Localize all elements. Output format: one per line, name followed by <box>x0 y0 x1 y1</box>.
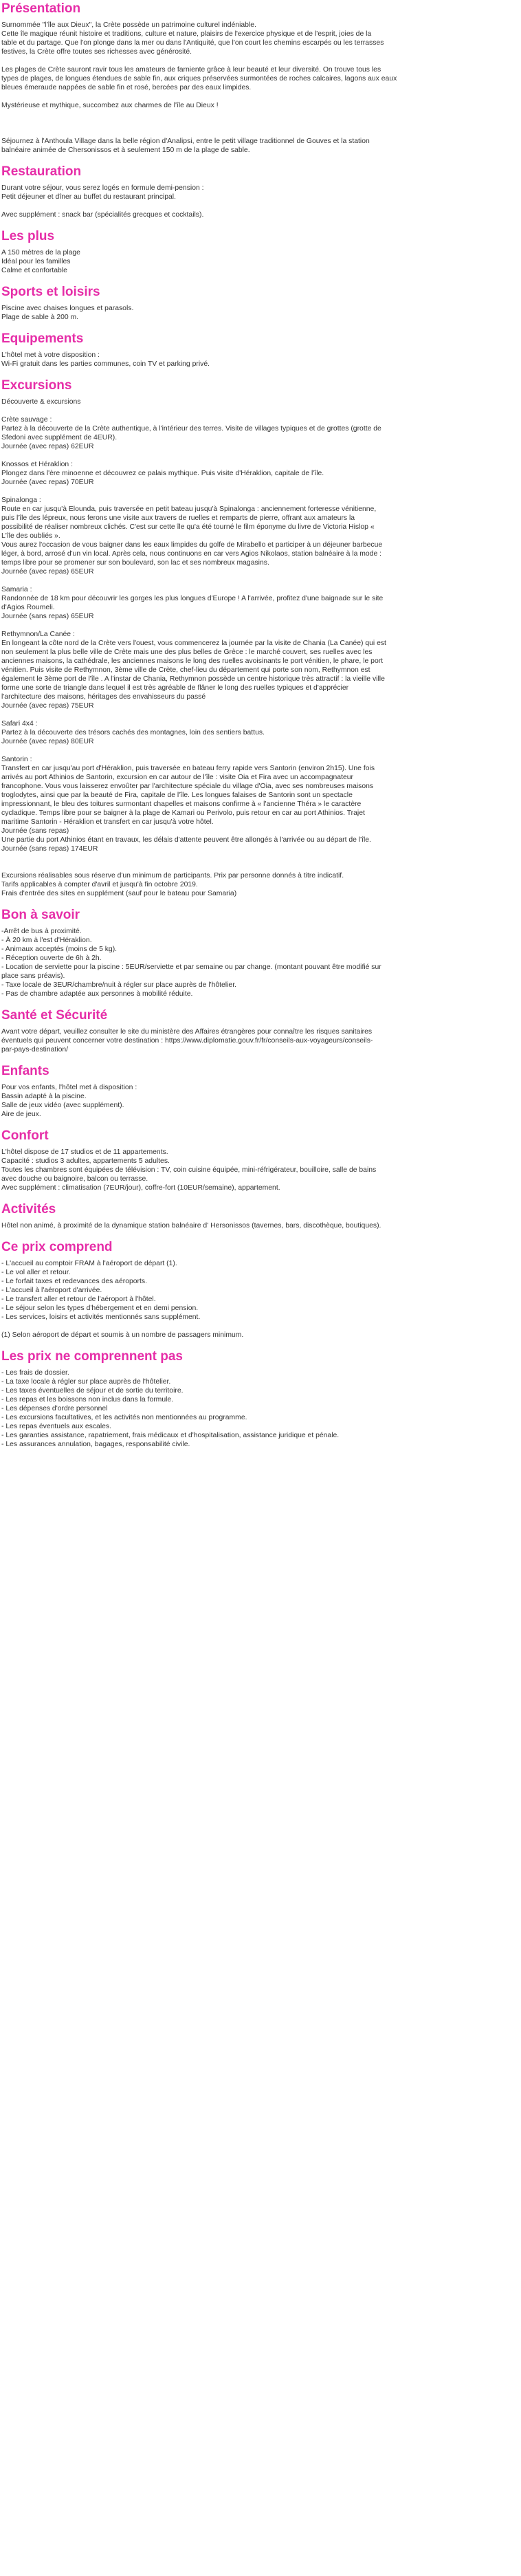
text-line: Wi-Fi gratuit dans les parties communes, coin TV et parking privé. <box>1 360 210 368</box>
section-activites <box>1 1202 518 1230</box>
text-line: Journée (avec repas) 80EUR <box>1 738 94 745</box>
text-line: Sfedoni avec supplément de 4EUR). <box>1 434 118 441</box>
section-ce-prix-comprend <box>1 1240 518 1340</box>
text-line: L'hôtel dispose de 17 studios et de 11 appartements. <box>1 1148 168 1156</box>
text-line: temps libre pour se promener sur son boulevard, son lac et ses nombreux magasins. <box>1 559 269 567</box>
section-body <box>1 184 518 219</box>
text-line: - Les taxes éventuelles de séjour et de sortie du territoire. <box>1 1387 184 1395</box>
text-line <box>1 621 518 630</box>
section-body <box>1 397 518 898</box>
text-line: Capacité : studios 3 adultes, appartements 5 adultes. <box>1 1157 170 1165</box>
text-line: non seulement la plus belle ville de Crète mais une des plus belles de Grèce : le marché couvert, ses ruelles avec les <box>1 648 373 656</box>
text-line: - À 20 km à l'est d'Héraklion. <box>1 937 92 944</box>
text-line: troglodytes, ainsi que par la beauté de Fira, capitale de l'île. Les longues falaises de Santorin sont un spectacle <box>1 792 353 799</box>
text-line <box>1 1322 518 1331</box>
text-line: Les plages de Crète sauront ravir tous les amateurs de farniente grâce à leur beauté et leur diversité. On trouve tous les <box>1 66 381 74</box>
text-line: d'Agios Roumeli. <box>1 604 55 611</box>
text-line: Samaria : <box>1 586 32 593</box>
text-line: Découverte & excursions <box>1 398 81 406</box>
text-line: - La taxe locale à régler sur place auprès de l'hôtelier. <box>1 1378 171 1386</box>
text-line: Avec supplément : climatisation (7EUR/jour), coffre-fort (10EUR/semaine), appartement. <box>1 1184 280 1192</box>
text-line: Route en car jusqu'à Elounda, puis traversée en petit bateau jusqu'à Spinalonga : anciennement forteresse vénitienne, <box>1 505 377 513</box>
text-line: balnéaire animée de Chersonissos et à seulement 150 m de la plage de sable. <box>1 146 250 154</box>
text-line: forme une sorte de triangle dans lequel il est très agréable de flâner le long des ruelles typiques et d'apprécier <box>1 684 349 692</box>
text-line: Spinalonga : <box>1 496 41 504</box>
text-line <box>1 576 518 585</box>
text-line: Une partie du port Athinios étant en travaux, les délais d'attente peuvent être allongés à l'arrivée ou au départ de l'île. <box>1 836 371 844</box>
text-line: vénitien. Puis visite de Rethymnon, 3ème ville de Crète, chef-lieu du département qui porte son nom, Rethymnon est <box>1 666 370 674</box>
text-line <box>1 56 518 65</box>
text-line: Mystérieuse et mythique, succombez aux charmes de l'île au Dieux ! <box>1 102 219 109</box>
text-line: - Le transfert aller et retour de l'aéroport à l'hôtel. <box>1 1296 156 1303</box>
section-title: Santé et Sécurité <box>1 1008 108 1023</box>
text-line: Tarifs applicables à compter d'avril et jusqu'à fin octobre 2019. <box>1 881 198 888</box>
text-line: - L'accueil au comptoir FRAM à l'aéroport de départ (1). <box>1 1260 177 1267</box>
text-line: éventuels qui peuvent concerner votre destination : https://www.diplomatie.gouv.fr/fr/conseils-aux-voyageurs/conseils- <box>1 1037 373 1045</box>
text-line: Partez à la découverte de la Crète authentique, à l'intérieur des terres. Visite de villages typiques et de grottes (grotte de <box>1 425 381 433</box>
text-line: festives, la Crète offre toutes ses richesses avec générosité. <box>1 48 192 56</box>
text-line: Journée (avec repas) 75EUR <box>1 702 94 710</box>
text-line <box>1 92 518 101</box>
text-line: Santorin : <box>1 756 32 763</box>
section-body <box>1 248 518 275</box>
text-line: Frais d'entrée des sites en supplément (sauf pour le bateau pour Samaria) <box>1 890 237 897</box>
section-confort <box>1 1128 518 1192</box>
text-line: Aire de jeux. <box>1 1111 41 1118</box>
section-body <box>1 1083 518 1119</box>
text-line: Surnommée "l'île aux Dieux", la Crète possède un patrimoine culturel indéniable. <box>1 21 256 29</box>
section-title: Equipements <box>1 331 84 346</box>
text-line <box>1 487 518 496</box>
text-line: Plongez dans l'ère minoenne et découvrez ce palais mythique. Puis visite d'Héraklion, capitale de l'île. <box>1 470 324 477</box>
text-line: anciennes maisons, la cathédrale, les anciennes maisons le long des ruelles avoisinants le port vénitien, le phare, le port <box>1 657 384 665</box>
text-line: - Le forfait taxes et redevances des aéroports. <box>1 1278 147 1285</box>
section-title: Présentation <box>1 1 81 16</box>
text-line: types de plages, de longues étendues de sable fin, aux criques préservées surmontées de roches calcaires, lagons aux eaux <box>1 75 397 83</box>
text-line: Hôtel non animé, à proximité de la dynamique station balnéaire d' Hersonissos (tavernes, bars, discothèque, boutiques). <box>1 1222 381 1230</box>
text-line: l'architecture des maisons, héritages des envahisseurs du passé <box>1 693 206 701</box>
text-line: A 150 mètres de la plage <box>1 249 80 256</box>
section-title: Ce prix comprend <box>1 1240 113 1254</box>
section-body <box>1 927 518 998</box>
text-line: Vous aurez l'occasion de vous baigner dans les eaux limpides du golfe de Mirabello et participer à un déjeuner barbecue <box>1 541 383 549</box>
text-line: avec douche ou baignoire, balcon ou terrasse. <box>1 1175 148 1183</box>
section-sante-securite <box>1 1008 518 1054</box>
text-line: Safari 4x4 : <box>1 720 38 728</box>
section-body <box>1 21 518 155</box>
text-line: Journée (sans repas) 65EUR <box>1 613 94 620</box>
text-line: table et du partage. Que l'on plonge dans la mer ou dans l'Antiquité, que l'on court les chemins escarpés ou les terrasses <box>1 39 384 47</box>
section-title: Sports et loisirs <box>1 285 100 299</box>
text-line: - Pas de chambre adaptée aux personnes à mobilité réduite. <box>1 990 193 998</box>
text-line: puis l'île des lépreux, nous ferons une visite aux travers de ruelles et remparts de pierre, offrant aux amateurs la <box>1 514 355 522</box>
section-title: Les prix ne comprennent pas <box>1 1349 183 1364</box>
text-line: Plage de sable à 200 m. <box>1 314 79 321</box>
text-line: arrivés au port Athinios de Santorin, excursion en car autour de l'île : visite Oia et Fira avec un accompagnateur <box>1 774 353 781</box>
text-line: - Les services, loisirs et activités mentionnés sans supplément. <box>1 1313 201 1321</box>
text-line: - Animaux acceptés (moins de 5 kg). <box>1 946 118 953</box>
text-line: - Les repas éventuels aux escales. <box>1 1423 111 1430</box>
text-line: Randonnée de 18 km pour découvrir les gorges les plus longues d'Europe ! A l'arrivée, profitez d'une baignade sur le site <box>1 595 384 602</box>
text-line: - Le vol aller et retour. <box>1 1269 71 1276</box>
text-line: Journée (avec repas) 65EUR <box>1 568 94 576</box>
section-body <box>1 304 518 322</box>
text-line: cycladique. Temps libre pour se baigner à la plage de Kamari ou Perivolo, puis retour en car au port Athinios. Trajet <box>1 809 365 817</box>
text-line: Rethymnon/La Canée : <box>1 631 75 638</box>
text-line: - Le séjour selon les types d'hébergement et en demi pension. <box>1 1305 199 1312</box>
section-title: Restauration <box>1 164 82 179</box>
section-body <box>1 1027 518 1054</box>
text-line: Journée (sans repas) 174EUR <box>1 845 98 853</box>
text-line: Durant votre séjour, vous serez logés en formule demi-pension : <box>1 184 204 192</box>
text-line: place sans préavis). <box>1 972 65 980</box>
text-line: - Les frais de dossier. <box>1 1369 69 1377</box>
text-line <box>1 119 518 128</box>
section-body <box>1 1221 518 1230</box>
text-line: Journée (avec repas) 62EUR <box>1 443 94 450</box>
text-line: Calme et confortable <box>1 267 67 274</box>
text-line <box>1 451 518 460</box>
text-line: maritime Santorin - Héraklion et transfert en car jusqu'à votre hôtel. <box>1 818 214 826</box>
text-line: (1) Selon aéroport de départ et soumis à un nombre de passagers minimum. <box>1 1331 244 1339</box>
text-line: Avec supplément : snack bar (spécialités grecques et cocktails). <box>1 211 204 219</box>
text-line: - Les excursions facultatives, et les activités non mentionnées au programme. <box>1 1414 247 1421</box>
section-body <box>1 351 518 369</box>
text-line <box>1 201 518 210</box>
section-body <box>1 1368 518 1449</box>
text-line: léger, à bord, arrosé d'un vin local. Après cela, nous continuons en car vers Agios Nikolaos, station balnéaire à la mode : <box>1 550 382 558</box>
text-line: - Les dépenses d'ordre personnel <box>1 1405 108 1412</box>
text-line: par-pays-destination/ <box>1 1046 69 1054</box>
text-line <box>1 853 518 862</box>
text-line: Knossos et Héraklion : <box>1 461 73 468</box>
text-line <box>1 406 518 415</box>
text-line: -Arrêt de bus à proximité. <box>1 928 82 935</box>
text-line: francophone. Vous vous laisserez envoûter par l'architecture spéciale du village d'Oia, avec ses nombreuses maisons <box>1 783 374 790</box>
text-line <box>1 110 518 119</box>
text-line: - L'accueil à l'aéroport d'arrivée. <box>1 1287 102 1294</box>
text-line: Séjournez à l'Anthoula Village dans la belle région d'Analipsi, entre le petit village traditionnel de Gouves et la station <box>1 138 370 145</box>
text-line: Cette île magique réunit histoire et traditions, culture et nature, plaisirs de l'exercice physique et de l'esprit, joies de la <box>1 30 372 38</box>
text-line: impressionnant, le bleu des toitures surmontant chapelles et maisons confirme à « l'ancienne Théra » le caractère <box>1 800 362 808</box>
text-line: - Location de serviette pour la piscine : 5EUR/serviette et par semaine ou par change. (montant pouvant être modifié sur <box>1 963 381 971</box>
section-equipements <box>1 331 518 369</box>
section-body <box>1 1259 518 1340</box>
section-title: Bon à savoir <box>1 908 80 922</box>
text-line: également le 3ème port de l'île . A l'instar de Chania, Rethymnon possède un centre historique très attractif : la vieille ville <box>1 675 385 683</box>
text-line: possibilité de réaliser nombreux clichés. C'est sur cette île qu'a été tourné le film éponyme du livre de Victoria Hislop « <box>1 523 375 531</box>
text-line: L'île des oubliés ». <box>1 532 60 540</box>
section-excursions <box>1 378 518 898</box>
text-line: - Taxe locale de 3EUR/chambre/nuit à régler sur place auprès de l'hôtelier. <box>1 981 236 989</box>
section-title: Enfants <box>1 1064 49 1078</box>
section-restauration <box>1 164 518 219</box>
text-line <box>1 128 518 137</box>
section-title: Confort <box>1 1128 49 1143</box>
text-line: Crète sauvage : <box>1 416 52 424</box>
section-presentation <box>1 1 518 155</box>
text-line: bleues émeraude nappées de sable fin et rosé, bercées par des eaux limpides. <box>1 84 252 91</box>
text-line: Journée (sans repas) <box>1 827 69 835</box>
text-line: Excursions réalisables sous réserve d'un minimum de participants. Prix par personne donnés à titre indicatif. <box>1 872 344 880</box>
text-line: - Réception ouverte de 6h à 2h. <box>1 954 102 962</box>
text-line: - Les repas et les boissons non inclus dans la formule. <box>1 1396 174 1404</box>
text-line: En longeant la côte nord de la Crète vers l'ouest, vous commencerez la journée par la visite de Chania (La Canée) qui est <box>1 640 386 647</box>
section-enfants <box>1 1064 518 1119</box>
text-line <box>1 710 518 719</box>
text-line: Salle de jeux vidéo (avec supplément). <box>1 1102 124 1109</box>
section-les-plus <box>1 229 518 275</box>
section-body <box>1 1148 518 1192</box>
text-line: Idéal pour les familles <box>1 258 71 265</box>
section-ne-comprennent-pas <box>1 1349 518 1449</box>
text-line: Pour vos enfants, l'hôtel met à disposition : <box>1 1084 137 1091</box>
section-bon-a-savoir <box>1 908 518 998</box>
text-line: Partez à la découverte des trésors cachés des montagnes, loin des sentiers battus. <box>1 729 265 736</box>
section-title: Les plus <box>1 229 55 243</box>
text-line: L'hôtel met à votre disposition : <box>1 351 100 359</box>
text-line: Transfert en car jusqu'au port d'Héraklion, puis traversée en bateau ferry rapide vers Santorin (environ 2h15). Une fois <box>1 765 375 772</box>
text-line: - Les assurances annulation, bagages, responsabilité civile. <box>1 1441 190 1448</box>
text-line: Avant votre départ, veuillez consulter le site du ministère des Affaires étrangères pour connaître les risques sanitaires <box>1 1028 373 1036</box>
text-line: Bassin adapté à la piscine. <box>1 1093 87 1100</box>
section-sports-loisirs <box>1 285 518 322</box>
text-line: Journée (avec repas) 70EUR <box>1 479 94 486</box>
text-line: Petit déjeuner et dîner au buffet du restaurant principal. <box>1 193 176 201</box>
section-title: Excursions <box>1 378 72 393</box>
text-line: Toutes les chambres sont équipées de télévision : TV, coin cuisine équipée, mini-réfrigérateur, bouilloire, salle de bains <box>1 1166 377 1174</box>
text-line: Piscine avec chaises longues et parasols. <box>1 305 134 312</box>
section-title: Activités <box>1 1202 56 1216</box>
text-line <box>1 746 518 755</box>
text-line <box>1 862 518 871</box>
text-line: - Les garanties assistance, rapatriement, frais médicaux et d'hospitalisation, assistance juridique et pénale. <box>1 1432 340 1439</box>
